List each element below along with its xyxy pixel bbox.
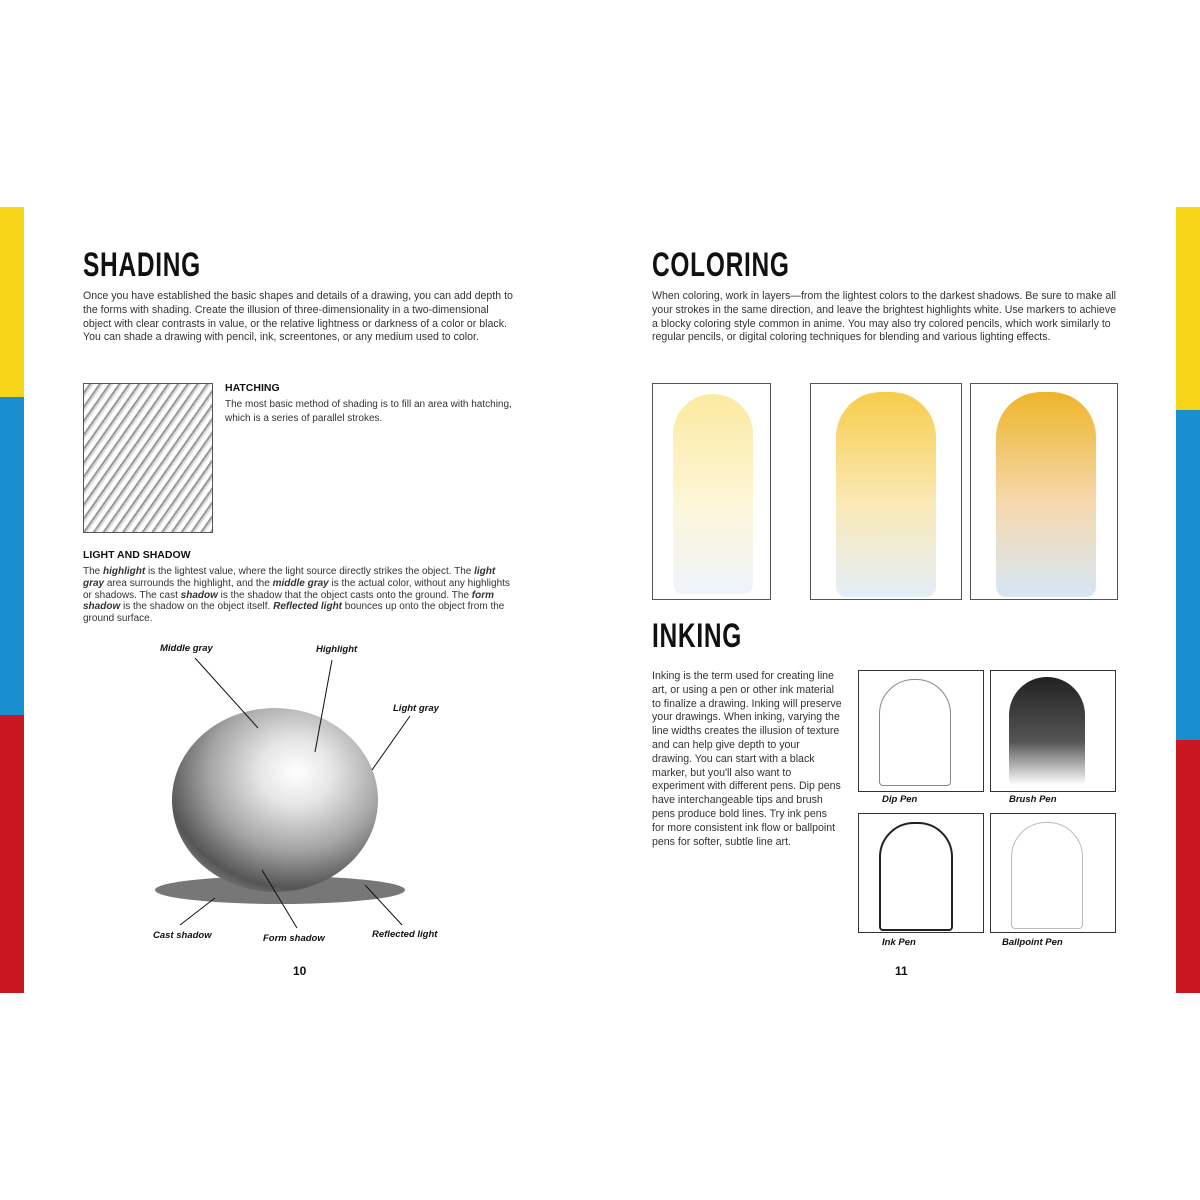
right-edge-yellow: [1176, 207, 1200, 410]
line-art: [1009, 677, 1085, 785]
coloring-stage-3: [970, 383, 1118, 600]
anime-girl-full-color: [996, 392, 1096, 597]
text-run: is the shadow that the object casts onto the ground. The: [217, 589, 472, 601]
label-middle-gray: Middle gray: [160, 643, 213, 654]
term-light-gray: light gray: [83, 566, 496, 589]
text-run: The: [83, 566, 104, 577]
hatching-illustration: [83, 383, 213, 533]
left-edge-blue: [0, 397, 24, 715]
shading-intro: Once you have established the basic shapes and details of a drawing, you can add depth to the forms with shading. Create the illusion of three-dimensionality in a two-dimensional object with clear contrasts in value, or the relative lightness or darkness of a color or black. You can shade a drawing with pencil, ink, screentones, or any medium used to color.: [83, 290, 513, 344]
hatching-text: The most basic method of shading is to fill an area with hatching, which is a series of parallel strokes.: [225, 399, 512, 424]
line-art: [879, 822, 953, 931]
text-run: bounces up onto the object from the ground surface.: [83, 601, 505, 625]
term-highlight: highlight: [103, 566, 146, 577]
anime-girl-light-color: [673, 394, 753, 594]
light-shadow-heading: LIGHT AND SHADOW: [83, 549, 191, 561]
text-run: is the actual color, without any highlights or shadows. The cast: [83, 577, 510, 601]
term-form-shadow: form shadow: [83, 589, 494, 613]
ballpoint-pen-sample: [990, 813, 1116, 933]
dip-pen-sample: [858, 670, 984, 792]
label-cast-shadow: Cast shadow: [153, 930, 212, 941]
coloring-stage-1: [652, 383, 771, 600]
anime-girl-mid-color: [836, 392, 936, 597]
text-run: is the lightest value, where the light source directly strikes the object. The: [145, 566, 475, 577]
line-art: [879, 679, 951, 786]
right-edge-red: [1176, 740, 1200, 993]
right-edge-blue: [1176, 410, 1200, 740]
ink-pen-sample: [858, 813, 984, 933]
coloring-title: COLORING: [652, 246, 790, 284]
text-run: is the shadow on the object itself.: [120, 601, 274, 613]
light-shadow-text: [83, 566, 515, 625]
coloring-text: When coloring, work in layers—from the lightest colors to the darkest shadows. Be sure to make all your strokes in the same direction, and leave the brightest highlights white. Use markers to achieve a blocky coloring style common in anime. You may also try colored pencils, which work similarly to regular pencils, or digital coloring techniques for blending and various lighting effects.: [652, 290, 1117, 344]
left-edge-red: [0, 715, 24, 993]
line-art: [1011, 822, 1083, 929]
label-form-shadow: Form shadow: [263, 933, 325, 944]
egg-shape: [172, 708, 378, 892]
inking-title: INKING: [652, 617, 742, 655]
label-dip-pen: Dip Pen: [882, 794, 918, 805]
shading-title: SHADING: [83, 246, 201, 284]
label-ballpoint-pen: Ballpoint Pen: [1002, 937, 1063, 948]
term-shadow: shadow: [180, 589, 218, 601]
label-ink-pen: Ink Pen: [882, 937, 916, 948]
brush-pen-sample: [990, 670, 1116, 792]
label-light-gray: Light gray: [393, 703, 439, 714]
page-number-right: 11: [895, 964, 908, 978]
label-highlight: Highlight: [316, 644, 358, 655]
inking-text: Inking is the term used for creating line art, or using a pen or other ink material to finalize a drawing. Inking will preserve your drawings. When inking, varying the line widths creates the illusion of texture and can help give depth to your drawing. You can start with a black marker, but you'll also want to experiment with different pens. Dip pens have interchangeable tips and brush pens produce bold lines. Try ink pens for more consistent ink flow or ballpoint pens for softer, subtle line art.: [652, 670, 842, 848]
term-reflected-light: Reflected light: [273, 601, 343, 613]
hatching-heading: HATCHING: [225, 382, 280, 394]
left-edge-yellow: [0, 207, 24, 397]
label-reflected-light: Reflected light: [372, 929, 438, 940]
label-brush-pen: Brush Pen: [1009, 794, 1057, 805]
shaded-egg-illustration: [140, 640, 470, 940]
page-number-left: 10: [293, 964, 307, 978]
term-middle-gray: middle gray: [272, 577, 329, 589]
coloring-stage-2: [810, 383, 962, 600]
text-run: area surrounds the highlight, and the: [104, 577, 273, 589]
